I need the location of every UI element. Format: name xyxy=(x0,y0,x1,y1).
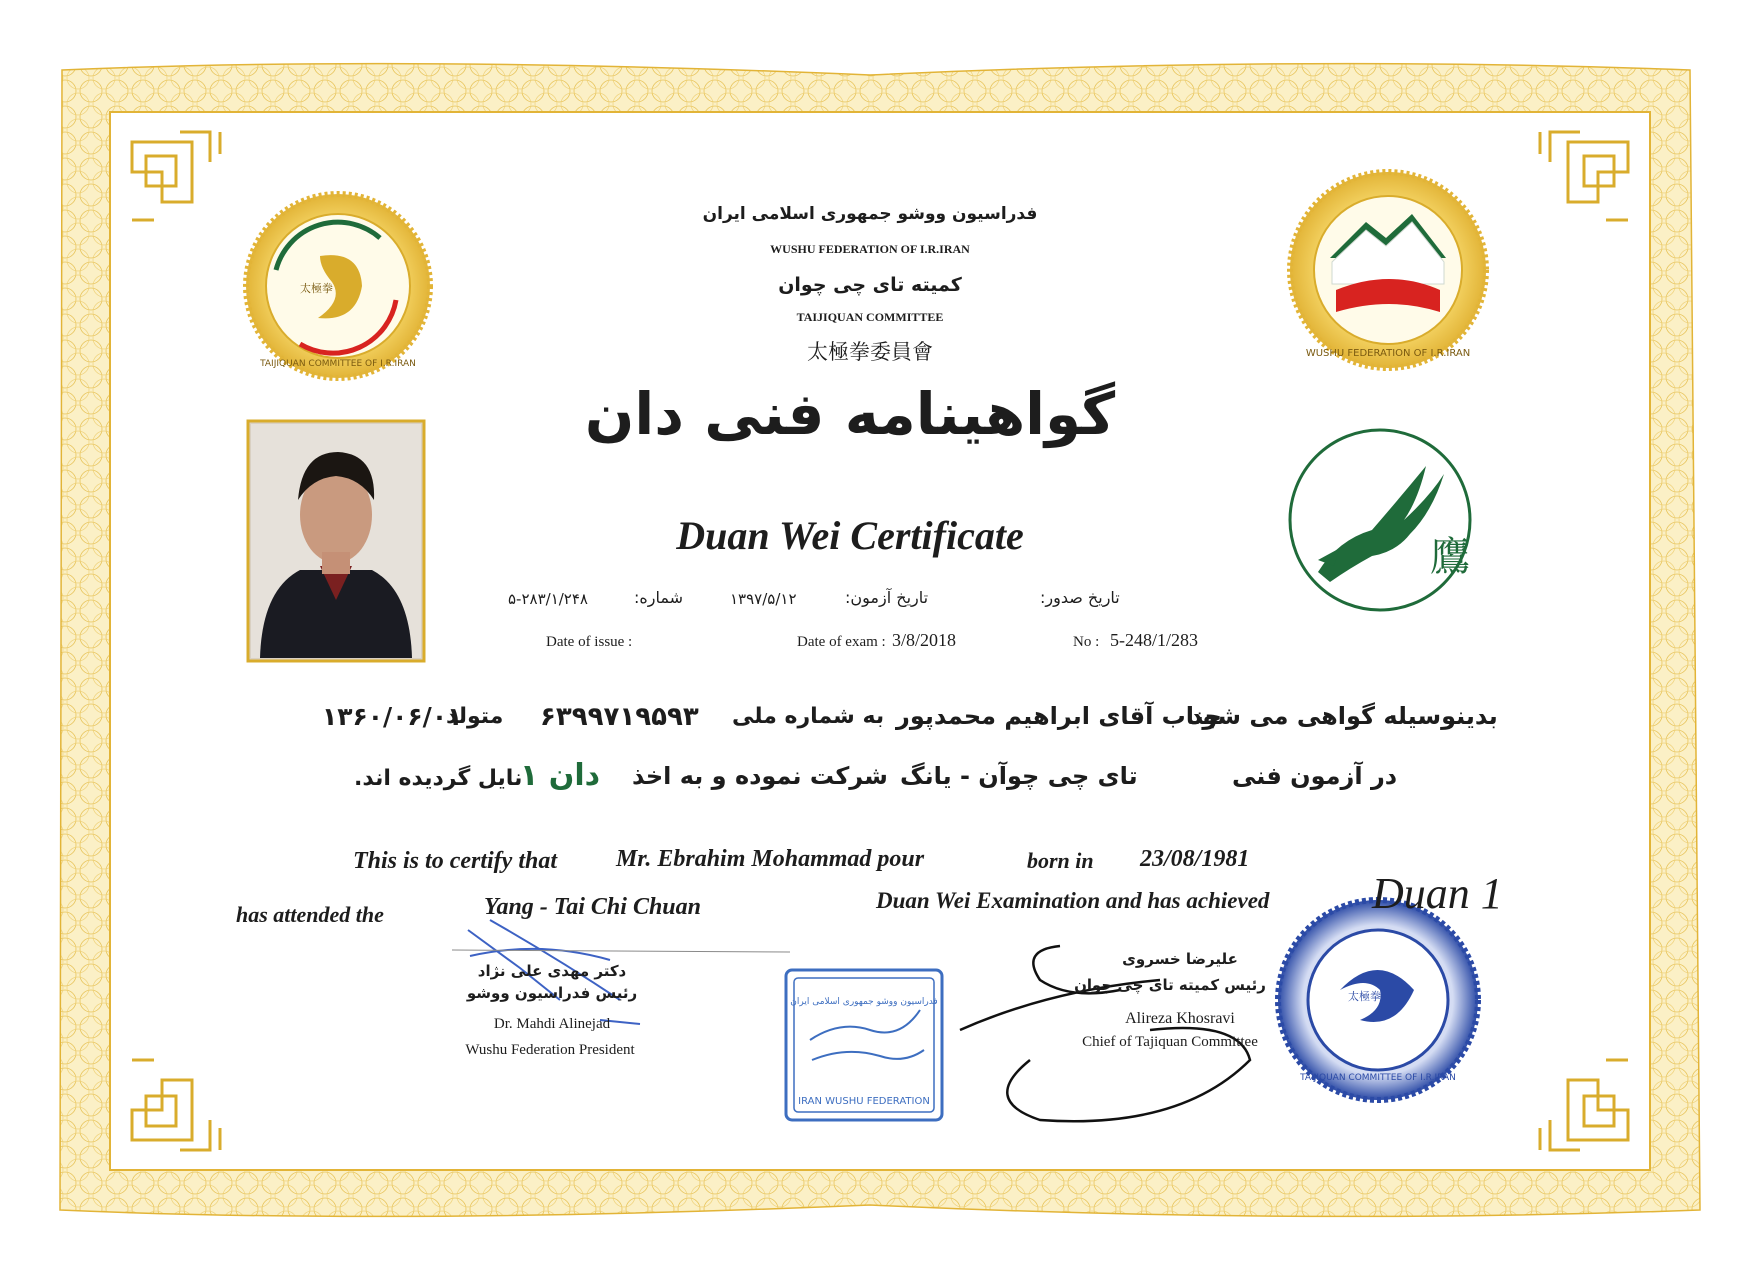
left-signer-fa-name: دکتر مهدی علی نژاد xyxy=(477,962,627,980)
right-signer-fa-title: رئیس کمیته تای چی چوان xyxy=(1074,976,1266,994)
stamp-bottom-text: IRAN WUSHU FEDERATION xyxy=(798,1096,930,1107)
en-exam-value: 3/8/2018 xyxy=(892,630,957,650)
portrait-photo xyxy=(248,421,424,661)
taijiquan-seal-left xyxy=(246,194,430,378)
fa-rank-value: دان ۱ xyxy=(520,758,601,793)
fa-exam-phrase: در آزمون فنی xyxy=(1232,762,1398,790)
left-signer-fa-title: رئیس فدراسیون ووشو xyxy=(466,984,638,1002)
en-certify-phrase: This is to certify that xyxy=(353,848,557,874)
right-signer-en-title: Chief of Tajiquan Committee xyxy=(1082,1034,1258,1050)
eagle-emblem xyxy=(1290,430,1470,610)
cn-committee-name: 太極拳委員會 xyxy=(807,340,933,364)
fa-committee-name: کمیته تای چی چوان xyxy=(778,274,962,296)
en-committee-name: TAIJIQUAN COMMITTEE xyxy=(796,310,944,324)
fa-national-id-value: ۶۳۹۹۷۱۹۵۹۳ xyxy=(540,702,699,732)
left-signer-en-name: Dr. Mahdi Alinejad xyxy=(493,1016,611,1032)
en-number-value: 5-248/1/283 xyxy=(1110,630,1198,650)
en-number-label: No : xyxy=(1073,634,1100,650)
en-attended-phrase: has attended the xyxy=(236,902,384,927)
en-federation-name: WUSHU FEDERATION OF I.R.IRAN xyxy=(770,242,970,256)
en-rank-value: Duan 1 xyxy=(1372,869,1503,918)
fa-number-value: ۵-۲۸۳/۱/۲۴۸ xyxy=(508,590,588,608)
right-seal-ring-text: WUSHU FEDERATION OF I.R.IRAN xyxy=(1305,348,1471,359)
fa-born-label: متولد xyxy=(446,704,504,729)
fa-born-value: ۱۳۶۰/۰۶/۰۱ xyxy=(322,702,463,731)
fa-federation-name: فدراسیون ووشو جمهوری اسلامی ایران xyxy=(702,204,1038,224)
fa-attended-phrase: شرکت نموده و به اخذ xyxy=(632,762,888,790)
left-seal-center-char: 太極拳 xyxy=(300,282,333,295)
en-born-label: born in xyxy=(1027,848,1094,873)
eagle-char: 鷹 xyxy=(1430,534,1470,580)
right-signer-en-name: Alireza Khosravi xyxy=(1125,1010,1235,1027)
blue-seal-center-char: 太極拳 xyxy=(1348,990,1381,1003)
en-exam-label: Date of exam : xyxy=(797,634,886,650)
fa-certify-phrase: بدینوسیله گواهی می شود xyxy=(1190,702,1498,730)
en-style-name: Yang - Tai Chi Chuan xyxy=(484,894,701,920)
fa-holder-name: جناب آقای ابراهیم محمدپور xyxy=(896,702,1222,730)
en-issue-label: Date of issue : xyxy=(546,634,633,650)
blue-seal-ring-text: TAIJIQUAN COMMITTEE OF I.R.IRAN xyxy=(1300,1073,1456,1083)
fa-achieved-phrase: نایل گردیده اند. xyxy=(354,766,523,791)
fa-number-label: شماره: xyxy=(634,588,684,607)
en-holder-name: Mr. Ebrahim Mohammad pour xyxy=(616,846,925,872)
stamp-top-text: فدراسیون ووشو جمهوری اسلامی ایران xyxy=(790,997,938,1007)
left-seal-ring-text: TAIJIQUAN COMMITTEE OF I.R.IRAN xyxy=(260,359,416,369)
fa-style-name: تای چی چوآن - یانگ xyxy=(900,762,1138,790)
fa-exam-value: ۱۳۹۷/۵/۱۲ xyxy=(730,590,797,608)
wushu-federation-seal-right xyxy=(1290,172,1486,368)
right-signer-fa-name: علیرضا خسروی xyxy=(1122,950,1238,968)
fa-certificate-title: گواهینامه فنی دان xyxy=(584,380,1116,448)
fa-exam-label: تاریخ آزمون: xyxy=(845,588,929,607)
en-certificate-title: Duan Wei Certificate xyxy=(676,513,1024,558)
fa-issue-label: تاریخ صدور: xyxy=(1040,588,1120,607)
en-exam-phrase: Duan Wei Examination and has achieved xyxy=(876,888,1270,913)
en-born-value: 23/08/1981 xyxy=(1140,846,1250,872)
left-signer-en-title: Wushu Federation President xyxy=(465,1042,635,1058)
taijiquan-blue-seal xyxy=(1278,900,1478,1100)
fa-national-id-label: به شماره ملی xyxy=(732,704,885,729)
